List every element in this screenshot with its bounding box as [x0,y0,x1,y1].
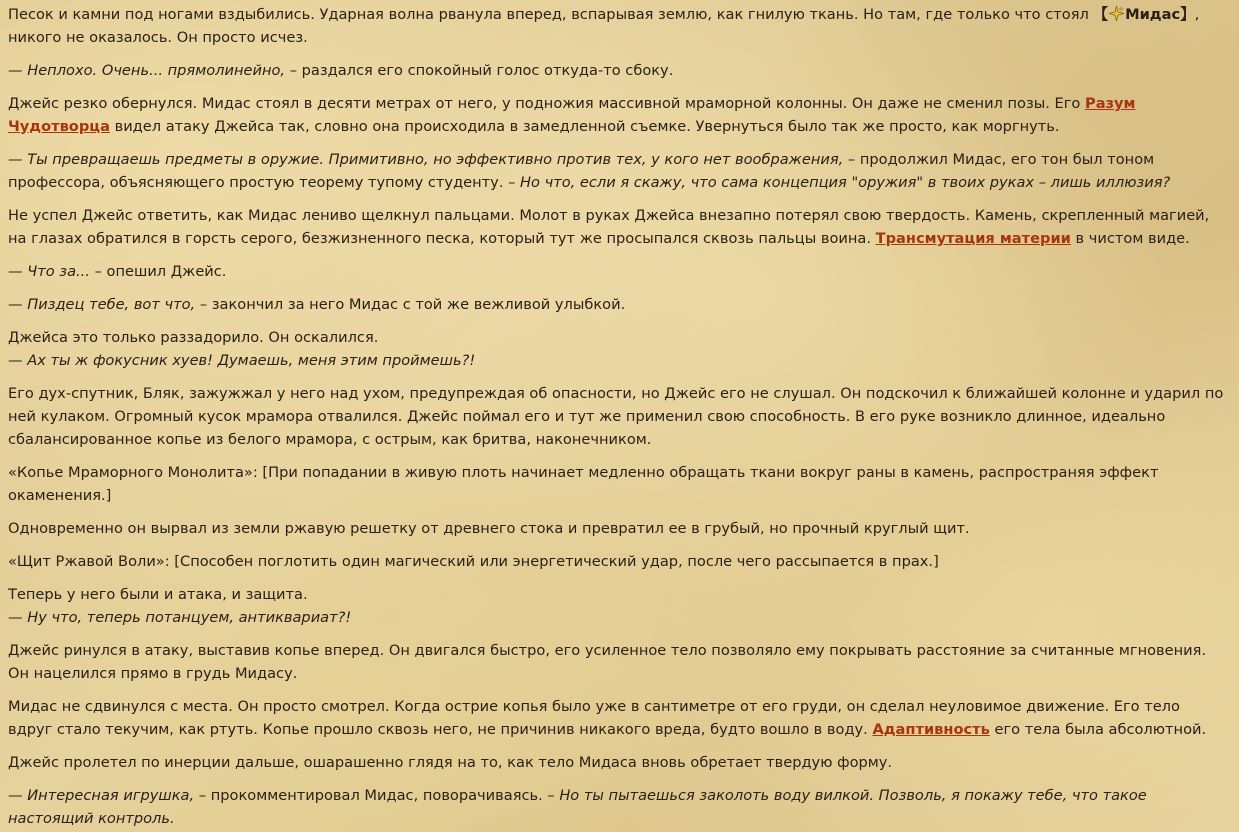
paragraph-3: Джейс резко обернулся. Мидас стоял в десяти метрах от него, у подножия массивной мраморной колонны. Он даже не сменил позы. Его Разум Чудотворца видел атаку Джейса так, словно она происходила в замедленной съемке. Увернуться было так же просто, как моргнуть. [8,95,1136,135]
paragraph-8: Джейса это только раззадорило. Он оскалился. — Ах ты ж фокусник хуев! Думаешь, меня этим проймешь?! [8,329,476,369]
paragraph-11: Одновременно он вырвал из земли ржавую решетку от древнего стока и превратил ее в грубый, но прочный круглый щит. [8,520,970,537]
paragraph-7: — Пиздец тебе, вот что, – закончил за него Мидас с той же вежливой улыбкой. [8,296,626,313]
name-bracket-close: 】 [1180,6,1195,23]
dialogue-line: Но что, если я скажу, что сама концепция "оружия" в твоих руках – лишь иллюзия? [520,174,1171,191]
dialogue-line: — Ах ты ж фокусник хуев! Думаешь, меня этим проймешь?! [8,352,476,369]
paragraph-15: Мидас не сдвинулся с места. Он просто смотрел. Когда острие копья было уже в сантиметре от его груди, он сделал неуловимое движение. Его тело вдруг стало текучим, как ртуть. Копье прошло сквозь него, не причинив никакого вреда, будто вошло в воду. Адаптивность его тела была абсолютной. [8,698,1207,738]
link-transmutatsiya-materii[interactable]: Трансмутация материи [875,230,1071,247]
item-name-kopye: «Копье Мраморного Монолита» [8,464,253,481]
link-razum-chudotvortsa[interactable]: Разум Чудотворца [8,95,1136,135]
character-name-midas: Мидас [1125,6,1181,23]
dialogue-line: Но ты пытаешься заколоть воду вилкой. Позволь, я покажу тебе, что такое настоящий контроль. [8,787,1147,827]
dialogue-line: — Неплохо. Очень... прямолинейно, [8,62,286,79]
paragraph-10: «Копье Мраморного Монолита»: [При попадании в живую плоть начинает медленно обращать ткани вокруг раны в камень, распространяя эффект окаменения.] [8,464,1159,504]
paragraph-13: Теперь у него были и атака, и защита. — Ну что, теперь потанцуем, антиквариат?! [8,586,352,626]
paragraph-12: «Щит Ржавой Воли»: [Способен поглотить один магический или энергетический удар, после чего рассыпается в прах.] [8,553,939,570]
link-adaptivnost[interactable]: Адаптивность [872,721,990,738]
dialogue-line: — Ну что, теперь потанцуем, антиквариат?! [8,609,352,626]
dialogue-line: — Пиздец тебе, вот что, [8,296,196,313]
sparkle-icon [1109,6,1124,21]
paragraph-5: Не успел Джейс ответить, как Мидас лениво щелкнул пальцами. Молот в руках Джейса внезапно потерял свою твердость. Камень, скрепленный магией, на глазах обратился в горсть серого, безжизненного песка, который тут же просыпался сквозь пальцы воина. Трансмутация материи в чистом виде. [8,207,1210,247]
paragraph-16: Джейс пролетел по инерции дальше, ошарашенно глядя на то, как тело Мидаса вновь обретает твердую форму. [8,754,893,771]
paragraph-1: Песок и камни под ногами вздыбились. Ударная волна рванула вперед, вспарывая землю, как гнилую ткань. Но там, где только что стоял 【 Мидас】, никого не оказалось. Он просто исчез. [8,6,1200,46]
paragraph-6: — Что за... – опешил Джейс. [8,263,227,280]
dialogue-line: — Интересная игрушка, [8,787,195,804]
paragraph-4: — Ты превращаешь предметы в оружие. Примитивно, но эффективно против тех, у кого нет воображения, – продолжил Мидас, его тон был тоном профессора, объясняющего простую теорему тупому студенту. – Но что, если я скажу, что сама концепция "оружия" в твоих руках – лишь иллюзия? [8,151,1171,191]
dialogue-line: — Что за... [8,263,90,280]
paragraph-14: Джейс ринулся в атаку, выставив копье вперед. Он двигался быстро, его усиленное тело позволяло ему покрывать расстояние за считанные мгновения. Он нацелился прямо в грудь Мидасу. [8,642,1207,682]
paragraph-17: — Интересная игрушка, – прокомментировал Мидас, поворачиваясь. – Но ты пытаешься заколоть воду вилкой. Позволь, я покажу тебе, что такое настоящий контроль. [8,787,1147,827]
dialogue-line: — Ты превращаешь предметы в оружие. Примитивно, но эффективно против тех, у кого нет воображения, [8,151,844,168]
name-bracket-open: 【 [1093,6,1109,23]
paragraph-2: — Неплохо. Очень... прямолинейно, – раздался его спокойный голос откуда-то сбоку. [8,62,674,79]
item-name-shchit: «Щит Ржавой Воли» [8,553,165,570]
paragraph-9: Его дух-спутник, Бляк, зажужжал у него над ухом, предупреждая об опасности, но Джейс его не слушал. Он подскочил к ближайшей колонне и ударил по ней кулаком. Огромный кусок мрамора отвалился. Джейс поймал его и тут же применил свою способность. В его руке возникло длинное, идеально сбалансированное копье из белого мрамора, с острым, как бритва, наконечником. [8,385,1224,448]
